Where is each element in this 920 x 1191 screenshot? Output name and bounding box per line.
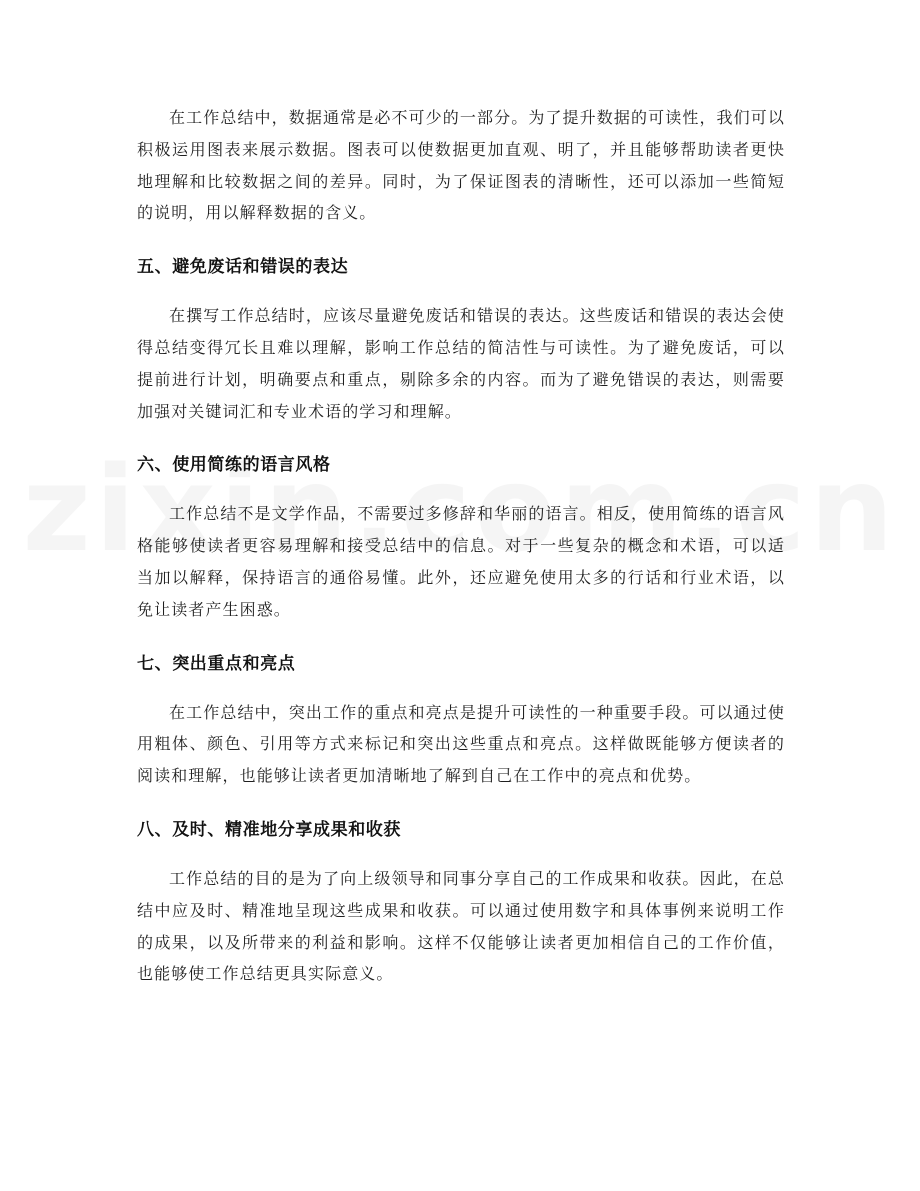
section-heading-7: 七、突出重点和亮点 <box>137 653 296 674</box>
section-paragraph-7: 在工作总结中，突出工作的重点和亮点是提升可读性的一种重要手段。可以通过使用粗体、颜色、引用等方式来标记和突出这些重点和亮点。这样做既能够方便读者的阅读和理解，也能够让读者更加清晰地了解到自己在工作中的亮点和优势。 <box>137 702 785 786</box>
section-paragraph-6: 工作总结不是文学作品，不需要过多修辞和华丽的语言。相反，使用简练的语言风格能够使读者更容易理解和接受总结中的信息。对于一些复杂的概念和术语，可以适当加以解释，保持语言的通俗易懂。此外，还应避免使用太多的行话和行业术语，以免让读者产生困惑。 <box>137 504 785 619</box>
section-paragraph-8: 工作总结的目的是为了向上级领导和同事分享自己的工作成果和收获。因此，在总结中应及时、精准地呈现这些成果和收获。可以通过使用数字和具体事例来说明工作的成果，以及所带来的利益和影响。这样不仅能够让读者更加相信自己的工作价值，也能够使工作总结更具实际意义。 <box>137 868 785 984</box>
section-heading-6: 六、使用简练的语言风格 <box>137 455 331 476</box>
section-paragraph-5: 在撰写工作总结时，应该尽量避免废话和错误的表达。这些废话和错误的表达会使得总结变得冗长且难以理解，影响工作总结的简洁性与可读性。为了避免废话，可以提前进行计划，明确要点和重点，剔除多余的内容。而为了避免错误的表达，则需要加强对关键词汇和专业术语的学习和理解。 <box>137 306 785 421</box>
section-heading-8: 八、及时、精准地分享成果和收获 <box>137 819 401 840</box>
intro-paragraph: 在工作总结中，数据通常是必不可少的一部分。为了提升数据的可读性，我们可以积极运用图表来展示数据。图表可以使数据更加直观、明了，并且能够帮助读者更快地理解和比较数据之间的差异。同时，为了保证图表的清晰性，还可以添加一些简短的说明，用以解释数据的含义。 <box>137 108 785 223</box>
section-heading-5: 五、避免废话和错误的表达 <box>137 257 349 278</box>
document-body <box>137 102 785 990</box>
